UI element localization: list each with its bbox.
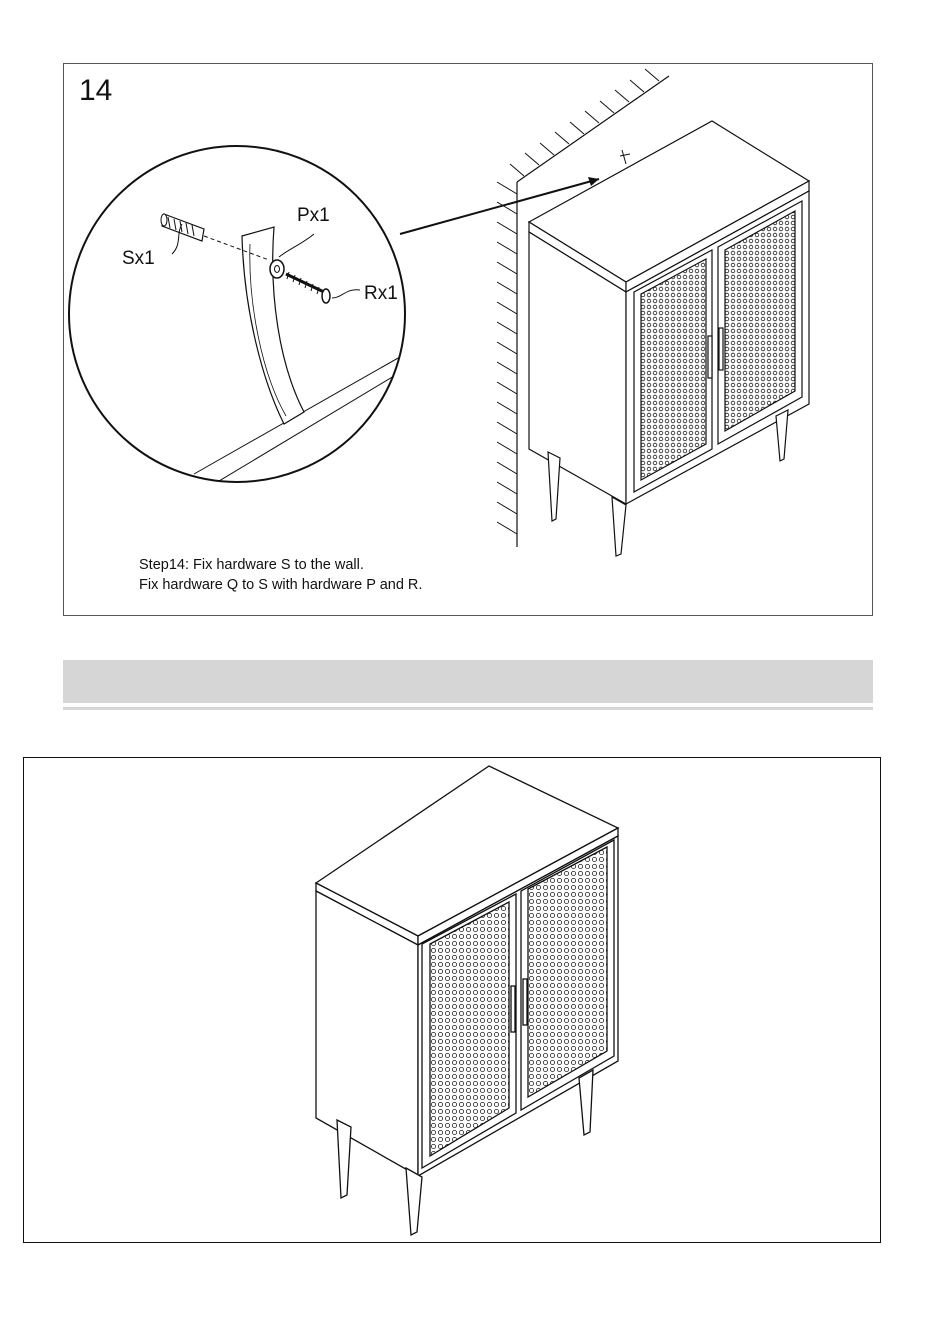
detail-circle [69, 146, 414, 484]
step-14-panel [63, 63, 873, 616]
label-p: Px1 [297, 205, 330, 226]
instruction-line-2: Fix hardware Q to S with hardware P and R. [139, 577, 423, 593]
washer-icon [270, 260, 284, 278]
section-divider-rule [63, 707, 873, 710]
label-s: Sx1 [122, 248, 155, 269]
step-14-illustration [64, 64, 874, 617]
final-view-panel [23, 757, 881, 1243]
assembled-cabinet-illustration [24, 758, 882, 1244]
label-r: Rx1 [364, 283, 398, 304]
step-number: 14 [79, 74, 113, 107]
instruction-line-1: Step14: Fix hardware S to the wall. [139, 557, 364, 573]
section-divider-bar [63, 660, 873, 703]
